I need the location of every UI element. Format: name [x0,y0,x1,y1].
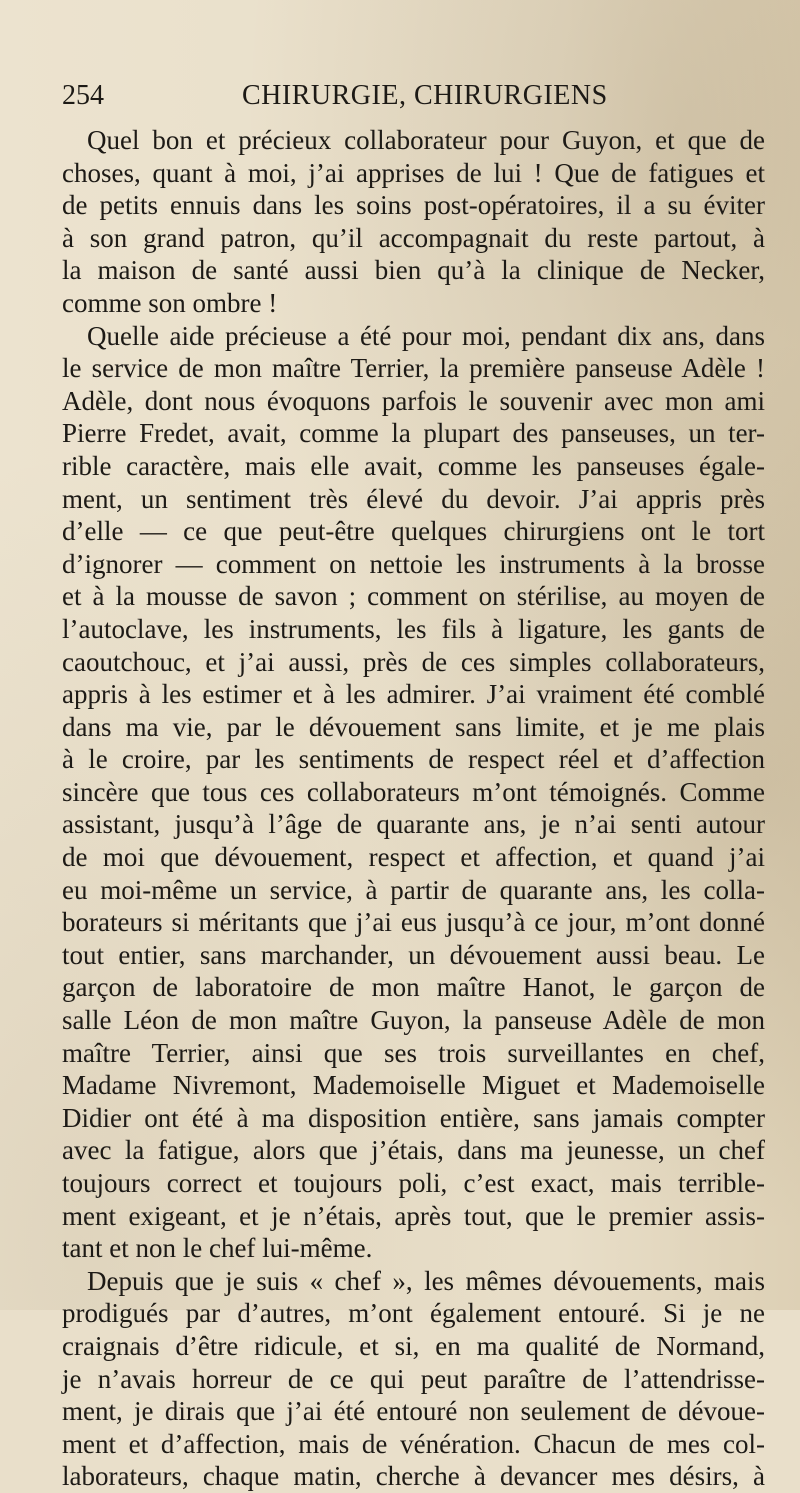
text-line: et à la mousse de savon ; comment on stérilise, au moyen de [62,581,765,612]
text-line: ment, un sentiment très élevé du devoir. J’ai appris près [62,483,765,514]
text-line: salle Léon de mon maître Guyon, la panseuse Adèle de mon [62,1005,765,1036]
text-line: maître Terrier, ainsi que ses trois surveillantes en chef, [62,1037,765,1068]
text-line: ment, je dirais que j’ai été entouré non seulement de dévoue- [62,1396,765,1427]
text-line: eu moi-même un service, à partir de quarante ans, les colla- [62,874,765,905]
text-line: Quelle aide précieuse a été pour moi, pendant dix ans, dans [87,320,765,351]
text-line: avec la fatigue, alors que j’étais, dans ma jeunesse, un chef [62,1135,765,1166]
text-line: d’elle — ce que peut-être quelques chirurgiens ont le tort [62,516,765,547]
text-line: à le croire, par les sentiments de respect réel et d’affection [62,744,765,775]
text-line: de moi que dévouement, respect et affection, et quand j’ai [62,842,765,873]
running-head: CHIRURGIE, CHIRURGIENS [242,80,608,111]
text-line: caoutchouc, et j’ai aussi, près de ces simples collaborateurs, [62,646,765,677]
text-line: ment et d’affection, mais de vénération. Chacun de mes col- [62,1428,765,1459]
body-text [62,124,765,1493]
text-line: prodigués par d’autres, m’ont également entouré. Si je ne [62,1298,765,1329]
text-line: toujours correct et toujours poli, c’est exact, mais terrible- [62,1168,765,1198]
text-line: craignais d’être ridicule, et si, en ma qualité de Normand, [62,1330,765,1361]
text-line: assistant, jusqu’à l’âge de quarante ans, je n’ai senti autour [62,809,765,840]
text-line: comme son ombre ! [62,287,278,318]
text-line: rible caractère, mais elle avait, comme les panseuses égale- [62,450,765,481]
text-line: la maison de santé aussi bien qu’à la clinique de Necker, [62,255,765,286]
page-header [62,76,702,120]
text-line: le service de mon maître Terrier, la première panseuse Adèle ! [62,353,765,384]
text-line: Depuis que je suis « chef », les mêmes dévouements, mais [87,1265,765,1296]
text-line: laborateurs, chaque matin, cherche à devancer mes désirs, à [62,1461,765,1492]
text-line: tant et non le chef lui-même. [62,1233,373,1264]
text-line: d’ignorer — comment on nettoie les instruments à la brosse [62,548,765,579]
text-line: Adèle, dont nous évoquons parfois le souvenir avec mon ami [62,385,765,416]
text-line: garçon de laboratoire de mon maître Hanot, le garçon de [62,972,765,1003]
text-line: tout entier, sans marchander, un dévouement aussi beau. Le [62,939,765,970]
text-line: l’autoclave, les instruments, les fils à ligature, les gants de [62,613,765,644]
text-line: je n’avais horreur de ce qui peut paraître de l’attendrisse- [62,1363,765,1394]
text-line: Didier ont été à ma disposition entière, sans jamais compter [62,1102,765,1133]
text-line: Madame Nivremont, Mademoiselle Miguet et Mademoiselle [62,1070,765,1101]
text-line: dans ma vie, par le dévouement sans limite, et je me plais [62,711,765,742]
text-line: de petits ennuis dans les soins post-opératoires, il a su éviter [62,190,765,221]
text-line: sincère que tous ces collaborateurs m’ont témoignés. Comme [62,776,765,807]
text-line: ment exigeant, et je n’étais, après tout, que le premier assis- [62,1200,765,1231]
text-line: à son grand patron, qu’il accompagnait du reste partout, à [62,222,765,253]
text-line: appris à les estimer et à les admirer. J’ai vraiment été comblé [62,679,765,710]
text-line: Quel bon et précieux collaborateur pour Guyon, et que de [87,125,765,155]
text-line: Pierre Fredet, avait, comme la plupart des panseuses, un ter- [62,418,765,449]
text-line: choses, quant à moi, j’ai apprises de lui ! Que de fatigues et [62,157,765,188]
page-number: 254 [62,80,104,111]
text-line: borateurs si méritants que j’ai eus jusqu’à ce jour, m’ont donné [62,907,765,938]
